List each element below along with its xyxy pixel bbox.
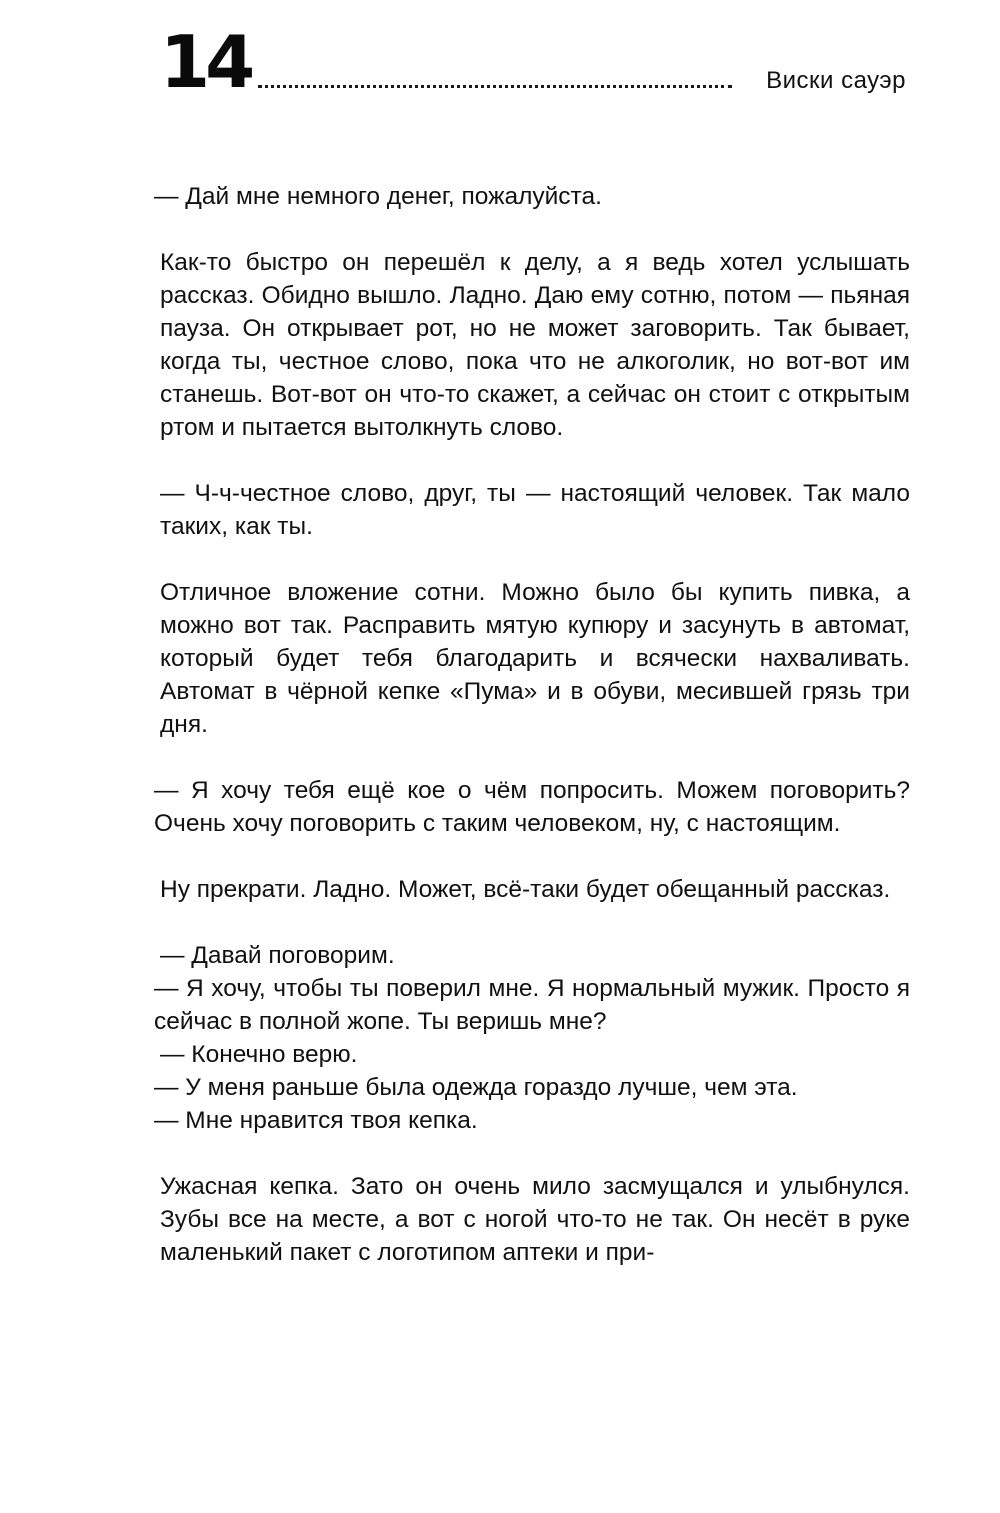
paragraph-6: Ну прекрати. Ладно. Может, всё-таки будет обещанный рассказ. xyxy=(160,876,891,903)
dialog-line: — Мне нравится твоя кепка. xyxy=(154,1107,478,1134)
dialog-line: — Я хочу, чтобы ты поверил мне. Я нормальный мужик. Просто я сейчас в полной жопе. Ты веришь мне? xyxy=(154,975,910,1035)
paragraph-4: Отличное вложение сотни. Можно было бы купить пивка, а можно вот так. Расправить мятую купюру и засунуть в автомат, который будет тебя благодарить и всячески нахваливать. Автомат в чёрной кепке «Пума» и в обуви, месившей грязь три дня. xyxy=(160,579,910,738)
dialog-line: — Давай поговорим. xyxy=(160,942,395,969)
paragraph-7: Ужасная кепка. Зато он очень мило засмущался и улыбнулся. Зубы все на месте, а вот с ногой что-то не так. Он несёт в руке маленький пакет с логотипом аптеки и при- xyxy=(160,1173,910,1266)
running-title: Виски сауэр xyxy=(766,67,906,94)
paragraph-3: — Ч-ч-честное слово, друг, ты — настоящий человек. Так мало таких, как ты. xyxy=(160,480,910,540)
leader-dots xyxy=(258,85,732,88)
paragraph-5: — Я хочу тебя ещё кое о чём попросить. Можем поговорить? Очень хочу поговорить с таким человеком, ну, с настоящим. xyxy=(154,777,910,837)
dialog-line: — Конечно верю. xyxy=(160,1041,358,1068)
body-text xyxy=(154,180,910,1269)
dialog-block xyxy=(154,939,910,1137)
paragraph-2: Как-то быстро он перешёл к делу, а я ведь хотел услышать рассказ. Обидно вышло. Ладно. Даю ему сотню, потом — пьяная пауза. Он открывает рот, но не может заговорить. Так бывает, когда ты, честное слово, пока что не алкоголик, но вот-вот им станешь. Вот-вот он что-то скажет, а сейчас он стоит с открытым ртом и пытается вытолкнуть слово. xyxy=(160,249,910,441)
page-number: 14 xyxy=(160,20,251,104)
dialog-line: — У меня раньше была одежда гораздо лучше, чем эта. xyxy=(154,1074,798,1101)
page-header xyxy=(160,22,910,102)
paragraph-1: — Дай мне немного денег, пожалуйста. xyxy=(154,183,602,210)
